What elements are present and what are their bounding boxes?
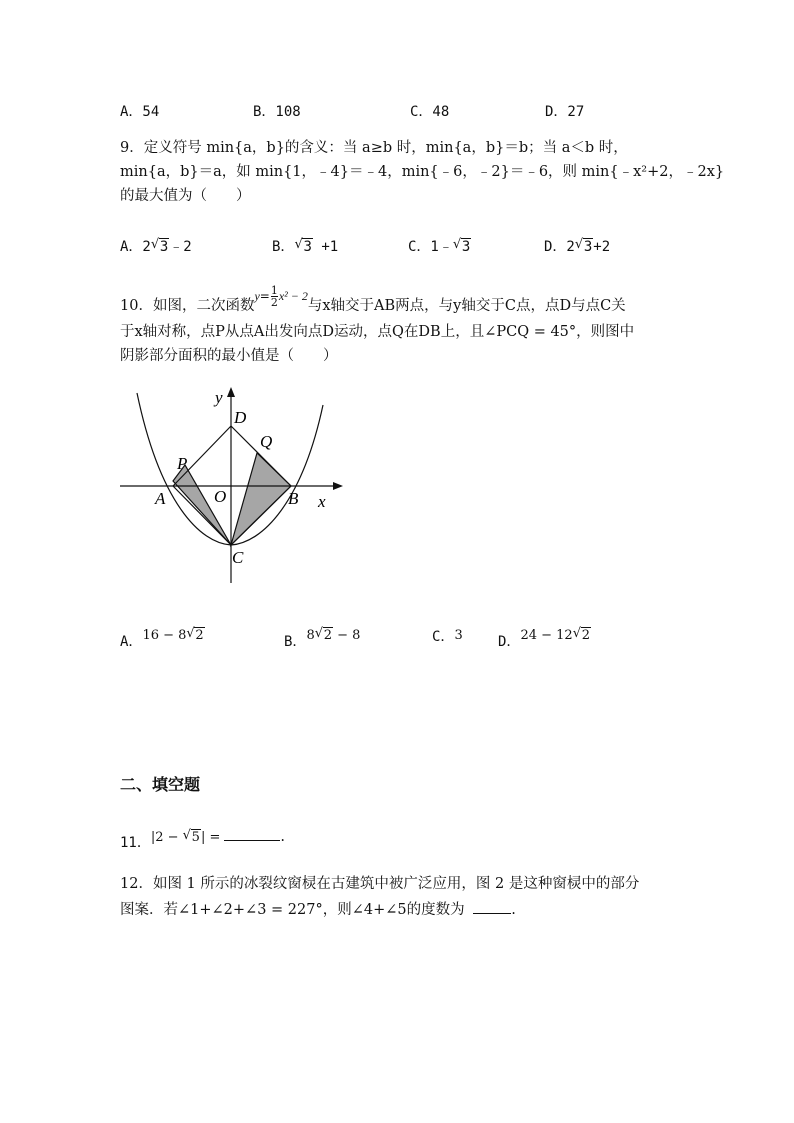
q9-option-d-tail: +2 (593, 239, 611, 255)
q10-option-d-label: D． (498, 634, 521, 650)
q9-line-1: 9．定义符号 min{a，b}的含义：当 a≥b 时，min{a，b}＝b；当 a＜b 时， (120, 140, 628, 156)
q10-option-b (284, 624, 361, 650)
label-O: O (214, 487, 227, 506)
q10-option-c-expr: 3 (454, 628, 463, 643)
q10-option-a-expr: 16 − 8 (142, 628, 187, 643)
sqrt-icon: √ 2 (314, 626, 332, 643)
q11-answer-blank[interactable] (224, 840, 280, 841)
q9-option-a (120, 236, 192, 256)
q10-line-2: 于x轴对称，点P从点A出发向点D运动，点Q在DB上，且∠PCQ = 45°，则图中 (120, 324, 635, 340)
q10-option-c (432, 624, 463, 644)
q12-line-2 (120, 898, 516, 922)
sqrt-icon: √ 3 (294, 237, 312, 255)
q10-func-rest: x² − 2 (278, 289, 308, 303)
q10-func-numerator: 1 (270, 283, 278, 297)
label-y: y (215, 388, 223, 407)
section-title-fill-in: 二、填空题 (120, 775, 201, 794)
q8-option-a: A．54 (120, 104, 160, 120)
q9-option-d-radicand: 3 (583, 239, 593, 255)
q8-option-c: C．48 (410, 104, 450, 120)
q10-line-1 (120, 283, 626, 318)
q11-expr-start: |2 − (150, 830, 183, 845)
sqrt-icon: √ 2 (572, 626, 590, 643)
q11-expr-end: | = (200, 830, 221, 845)
q9-option-b-tail: +1 (321, 239, 339, 255)
q10-option-d-expr: 24 − 12 (520, 628, 573, 643)
q10-parabola-figure (115, 383, 345, 588)
q10-option-b-radicand: 2 (323, 628, 332, 643)
q10-option-b-expr: 8 (306, 628, 315, 643)
q10-func-fraction (271, 285, 278, 308)
q10-option-a-label: A． (120, 634, 143, 650)
x-axis-arrow-icon (333, 482, 343, 490)
shaded-triangle-right (231, 453, 291, 545)
q10-func-eq: = (259, 289, 270, 303)
label-B: B (288, 489, 299, 508)
parabola-curve (137, 393, 323, 545)
q9-option-b-label: B． (272, 239, 295, 255)
sqrt-icon: √ 3 (150, 237, 169, 255)
q12-answer-blank[interactable] (473, 913, 511, 914)
sqrt-icon: √ 3 (574, 237, 593, 255)
q10-option-a (120, 624, 205, 650)
sqrt-icon: √ 5 (182, 828, 200, 845)
q8-option-d: D．27 (545, 104, 585, 120)
q10-line-1-start: 10．如图，二次函数 (120, 298, 255, 314)
q10-line-1-end: 与x轴交于AB两点，与y轴交于C点，点D与点C关 (307, 298, 626, 314)
q9-line-3: 的最大值为（ ） (120, 188, 251, 204)
q9-option-d (544, 236, 610, 256)
q10-option-b-label: B． (284, 634, 307, 650)
q10-line-3: 阴影部分面积的最小值是（ ） (120, 348, 338, 364)
q12-line-2-tail: . (511, 902, 516, 918)
q8-option-b: B．108 (253, 104, 301, 120)
q9-option-a-radicand: 3 (159, 239, 169, 255)
q10-option-b-tail: − 8 (333, 628, 361, 643)
q9-option-a-tail: ﹣2 (169, 239, 192, 255)
q9-option-b (272, 236, 338, 256)
q10-option-a-radicand: 2 (195, 628, 204, 643)
q9-option-c (408, 236, 471, 256)
q11-line (120, 826, 285, 851)
q12-line-2-text: 图案．若∠1+∠2+∠3 = 227°，则∠4+∠5的度数为 (120, 902, 465, 918)
q9-line-2: min{a，b}＝a，如 min{1，﹣4}＝﹣4，min{﹣6，﹣2}＝﹣6，则 min{﹣x²+2，﹣2x} (120, 164, 725, 180)
q10-func-y: y (254, 289, 260, 303)
q11-tail: . (280, 829, 285, 845)
q10-option-c-label: C． (432, 629, 455, 645)
label-x: x (318, 492, 326, 511)
label-C: C (232, 548, 244, 567)
q12-line-1: 12．如图 1 所示的冰裂纹窗棂在古建筑中被广泛应用，图 2 是这种窗棂中的部分 (120, 876, 640, 892)
q10-option-d (498, 624, 591, 650)
label-P: P (177, 454, 188, 473)
y-axis-arrow-icon (227, 387, 235, 397)
q9-option-a-label: A．2 (120, 239, 151, 255)
q9-option-c-radicand: 3 (461, 239, 471, 255)
q10-func-denominator: 2 (270, 295, 278, 309)
q11-number: 11． (120, 835, 151, 851)
label-D: D (234, 408, 247, 427)
label-A: A (155, 489, 166, 508)
sqrt-icon: √ 2 (186, 626, 204, 643)
q9-option-b-radicand: 3 (303, 239, 312, 255)
label-Q: Q (260, 432, 273, 451)
q9-option-d-label: D．2 (544, 239, 575, 255)
q9-option-c-label: C．1﹣ (408, 239, 453, 255)
q11-radicand: 5 (191, 830, 200, 845)
sqrt-icon: √ 3 (452, 237, 471, 255)
q10-option-d-radicand: 2 (581, 628, 590, 643)
